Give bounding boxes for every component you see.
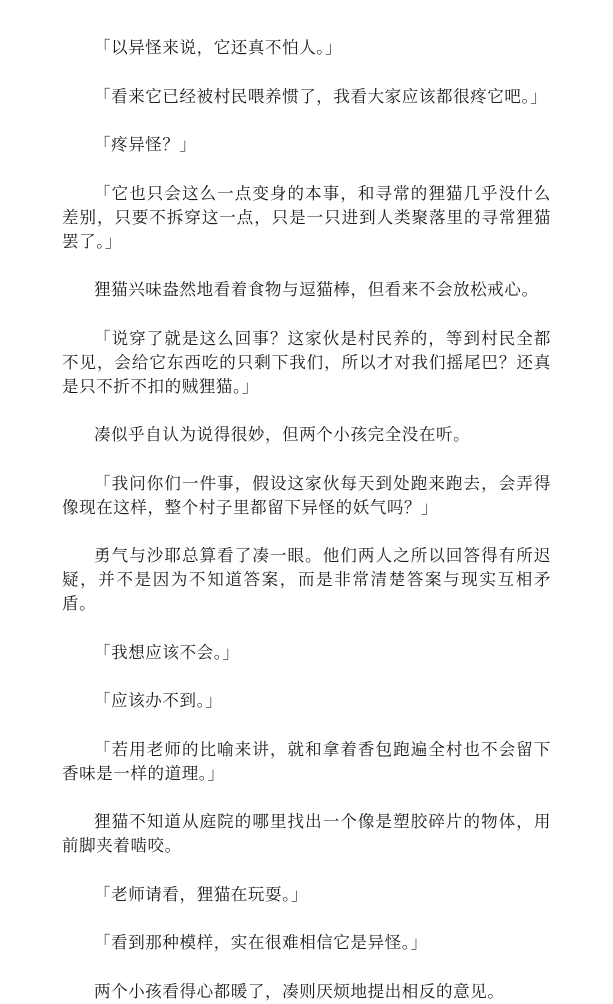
paragraph: 「我问你们一件事，假设这家伙每天到处跑来跑去，会弄得像现在这样，整个村子里都留下异怪的妖气吗？」 bbox=[62, 473, 551, 517]
paragraph: 「看到那种模样，实在很难相信它是异怪。」 bbox=[94, 933, 428, 952]
paragraph: 「以异怪来说，它还真不怕人。」 bbox=[94, 38, 343, 57]
paragraph: 「它也只会这么一点变身的本事，和寻常的狸猫几乎没什么差别，只要不拆穿这一点，只是一只进到人类聚落里的寻常狸猫罢了。」 bbox=[62, 183, 551, 251]
paragraph: 狸猫不知道从庭院的哪里找出一个像是塑胶碎片的物体，用前脚夹着啮咬。 bbox=[62, 812, 551, 855]
paragraph: 勇气与沙耶总算看了凑一眼。他们两人之所以回答得有所迟疑，并不是因为不知道答案，而是非常清楚答案与现实互相矛盾。 bbox=[62, 546, 551, 613]
paragraph: 「疼异怪？」 bbox=[94, 135, 197, 154]
paragraph: 「看来它已经被村民喂养惯了，我看大家应该都很疼它吧。」 bbox=[94, 86, 548, 106]
paragraph: 凑似乎自认为说得很妙，但两个小孩完全没在听。 bbox=[94, 425, 471, 444]
paragraph: 「老师请看，狸猫在玩耍。」 bbox=[94, 884, 309, 904]
paragraph: 两个小孩看得心都暖了，凑则厌烦地提出相反的意见。 bbox=[94, 981, 505, 1001]
paragraph: 「应该办不到。」 bbox=[94, 691, 223, 710]
paragraph: 「我想应该不会。」 bbox=[94, 642, 240, 662]
paragraph: 「说穿了就是这么回事？这家伙是村民养的，等到村民全都不见，会给它东西吃的只剩下我们，所以才对我们摇尾巴？还真是只不折不扣的贼狸猫。」 bbox=[62, 328, 551, 396]
paragraph: 狸猫兴味盎然地看着食物与逗猫棒，但看来不会放松戒心。 bbox=[94, 280, 539, 299]
paragraph: 「若用老师的比喻来讲，就和拿着香包跑遍全村也不会留下香味是一样的道理。」 bbox=[62, 739, 551, 783]
